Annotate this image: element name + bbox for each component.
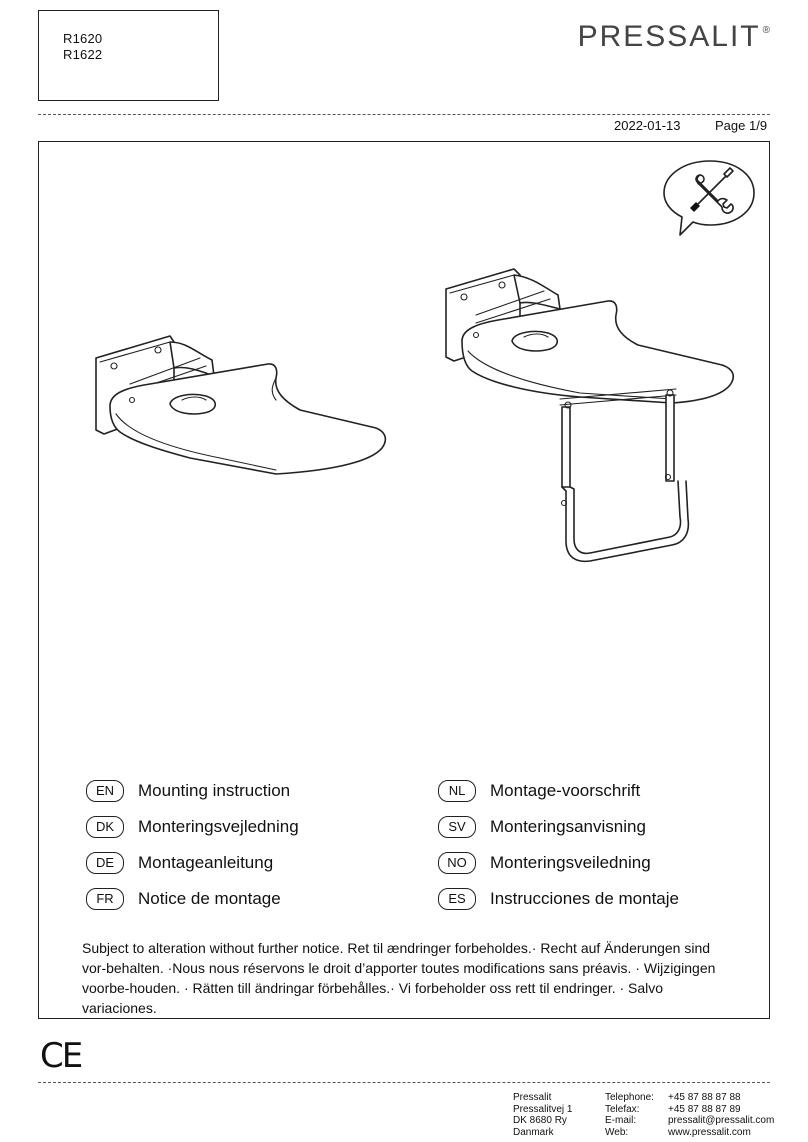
brand-name: PRESSALIT: [577, 20, 761, 53]
language-code-badge: SV: [438, 816, 476, 838]
language-title-fr: [86, 888, 281, 910]
address-line: Pressalit: [513, 1092, 552, 1103]
ce-mark-icon: CE: [40, 1036, 82, 1076]
alteration-notice: Subject to alteration without further notice. Ret til ændringer forbeholdes.· Recht auf Änderungen sind vor-behalten. ·Nous nous réservons le droit d’apporter toutes modifications sans préavis. · Wijzigingen voorbe-houden. · Rätten till ändringar förbehålles.· Vi forbeholder oss rett til endringer. · Salvo variaciones.: [82, 940, 716, 1016]
language-title: Montageanleitung: [138, 853, 274, 872]
language-title-nl: [438, 780, 640, 802]
language-code-badge: ES: [438, 888, 476, 910]
page-number: Page 1/9: [715, 118, 768, 133]
language-title-dk: [86, 816, 299, 838]
language-code-badge: NO: [438, 852, 476, 874]
telefax-value: +45 87 88 87 89: [668, 1103, 741, 1115]
language-code-badge: FR: [86, 888, 124, 910]
language-title-es: [438, 888, 679, 910]
address-line: DK 8680 Ry: [513, 1115, 567, 1126]
telephone-value: +45 87 88 87 88: [668, 1092, 741, 1103]
language-title: Monteringsveiledning: [490, 853, 651, 872]
email-link[interactable]: pressalit@pressalit.com: [668, 1115, 775, 1126]
language-title-de: [86, 852, 273, 874]
contact-label: Telefax:: [605, 1103, 640, 1115]
document-date: 2022-01-13: [614, 118, 681, 133]
language-code-badge: NL: [438, 780, 476, 802]
brand-logo: [578, 20, 770, 54]
language-title-sv: [438, 816, 646, 838]
language-code-badge: EN: [86, 780, 124, 802]
model-code: R1622: [63, 47, 103, 62]
contact-label: Telephone:: [605, 1092, 654, 1103]
language-title: Monteringsvejledning: [138, 817, 299, 836]
language-title: Mounting instruction: [138, 781, 291, 800]
address-line: Danmark: [513, 1126, 554, 1138]
language-title-no: [438, 852, 651, 874]
language-code-badge: DK: [86, 816, 124, 838]
language-code-badge: DE: [86, 852, 124, 874]
shower-seat-illustration: [90, 330, 400, 490]
header-divider: [38, 114, 770, 115]
contact-label: E-mail:: [605, 1115, 637, 1126]
shower-seat-with-legs-illustration: [440, 265, 760, 575]
contact-values: [668, 1092, 774, 1138]
language-title: Monteringsanvisning: [490, 817, 646, 836]
language-title-en: [86, 780, 290, 802]
model-code-box: [38, 10, 219, 101]
contact-labels: [605, 1092, 654, 1138]
registered-mark: ®: [762, 25, 770, 36]
contact-label: Web:: [605, 1126, 629, 1138]
language-title: Instrucciones de montaje: [490, 889, 679, 908]
language-title: Notice de montage: [138, 889, 281, 908]
web-link[interactable]: www.pressalit.com: [668, 1126, 751, 1138]
footer-divider: [38, 1082, 770, 1083]
address-line: Pressalitvej 1: [513, 1103, 573, 1115]
screwdriver-wrench-icon: [660, 155, 760, 241]
language-title: Montage-voorschrift: [490, 781, 641, 800]
company-address: [513, 1092, 572, 1138]
model-code: R1620: [63, 31, 103, 46]
